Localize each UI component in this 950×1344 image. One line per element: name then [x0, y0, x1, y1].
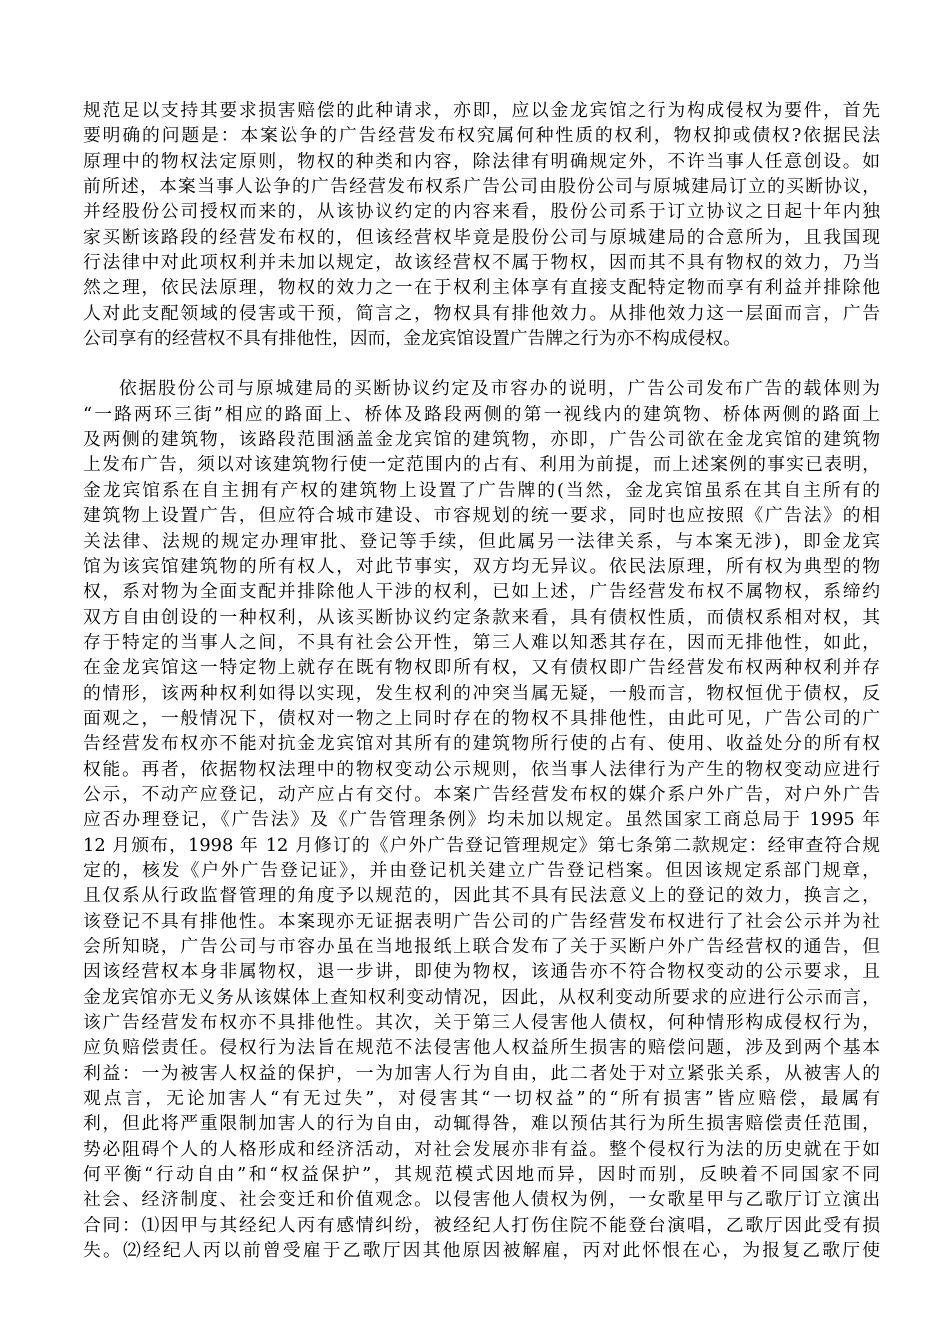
- text-line: 应否办理登记，《广告法》及《广告管理条例》均未加以规定。虽然国家工商总局于 1995 年: [83, 809, 880, 831]
- text-line-last: 公司享有的经营权不具有排他性，因而，金龙宾馆设置广告牌之行为亦不构成侵权。: [83, 328, 741, 350]
- text-line: 家买断该路段的经营发布权的，但该经营权毕竟是股份公司与原城建局的合意所为，且我国现: [83, 226, 880, 248]
- text-line: 存于特定的当事人之间，不具有社会公开性，第三人难以知悉其存在，因而无排他性，如此，: [83, 631, 880, 653]
- paragraph-2: [83, 376, 880, 1263]
- text-line: 利益：一为被害人权益的保护，一为加害人行为自由，此二者处于对立紧张关系，从被害人的: [83, 1062, 880, 1084]
- text-line: 并经股份公司授权而来的，从该协议约定的内容来看，股份公司系于订立协议之日起十年内独: [83, 201, 880, 223]
- text-line: 该登记不具有排他性。本案现亦无证据表明广告公司的广告经营发布权进行了社会公示并为社: [83, 910, 880, 932]
- text-line: 行法律中对此项权利并未加以规定，故该经营权不属于物权，因而其不具有物权的效力，乃当: [83, 252, 880, 274]
- text-line: 然之理，依民法原理，物权的效力之一在于权利主体享有直接支配特定物而享有利益并排除他: [83, 277, 880, 299]
- text-line: 因该经营权本身非属物权，退一步讲，即使为物权，该通告亦不符合物权变动的公示要求，且: [83, 961, 880, 983]
- text-line: 关法律、法规的规定办理审批、登记等手续，但此属另一法律关系，与本案无涉)，即金龙宾: [83, 530, 880, 552]
- text-line: 建筑物上设置广告，但应符合城市建设、市容规划的统一要求，同时也应按照《广告法》的相: [83, 505, 880, 527]
- text-line: 上发布广告，须以对该建筑物行使一定范围内的占有、利用为前提，而上述案例的事实已表明，: [83, 454, 880, 476]
- text-line: 原理中的物权法定原则，物权的种类和内容，除法律有明确规定外，不许当事人任意创设。如: [83, 150, 880, 172]
- text-line: 定的，核发《户外广告登记证》，并由登记机关建立广告登记档案。但因该规定系部门规章，: [83, 859, 880, 881]
- text-line: 人对此支配领域的侵害或干预，简言之，物权具有排他效力。从排他效力这一层面而言，广告: [83, 302, 880, 324]
- paragraph-gap: [83, 351, 880, 376]
- text-line: 在金龙宾馆这一特定物上就存在既有物权即所有权，又有债权即广告经营发布权两种权利并存: [83, 657, 880, 679]
- text-line: 失。⑵经纪人丙以前曾受雇于乙歌厅因其他原因被解雇，丙对此怀恨在心，为报复乙歌厅使: [83, 1240, 880, 1262]
- text-line: 公示，不动产应登记，动产应占有交付。本案广告经营发布权的媒介系户外广告，对户外广告: [83, 783, 880, 805]
- text-line: 规范足以支持其要求损害赔偿的此种请求，亦即，应以金龙宾馆之行为构成侵权为要件，首先: [83, 100, 880, 121]
- text-line: 利，但此将严重限制加害人的行为自由，动辄得咎，难以预估其行为所生损害赔偿责任范围，: [83, 1113, 880, 1135]
- text-line: 面观之，一般情况下，债权对一物之上同时存在的物权不具排他性，由此可见，广告公司的广: [83, 707, 880, 729]
- text-line: 前所述，本案当事人讼争的广告经营发布权系广告公司由股份公司与原城建局订立的买断协议，: [83, 176, 880, 198]
- text-line: 合同：⑴因甲与其经纪人丙有感情纠纷，被经纪人打伤住院不能登台演唱，乙歌厅因此受有损: [83, 1214, 880, 1236]
- text-line: 馆为该宾馆建筑物的所有权人，对此节事实，双方均无异议。依民法原理，所有权为典型的物: [83, 555, 880, 577]
- text-line: 观点言，无论加害人“有无过失”，对侵害其“一切权益”的“所有损害”皆应赔偿，最属有: [83, 1088, 880, 1110]
- text-line: 该广告经营发布权亦不具排他性。其次，关于第三人侵害他人债权，何种情形构成侵权行为，: [83, 1012, 880, 1034]
- text-line: 双方自由创设的一种权利，从该买断协议约定条款来看，具有债权性质，而债权系相对权，其: [83, 606, 880, 628]
- text-line: 及两侧的建筑物，该路段范围涵盖金龙宾馆的建筑物，亦即，广告公司欲在金龙宾馆的建筑物: [83, 429, 880, 451]
- text-line: 权，系对物为全面支配并排除他人干涉的权利，已如上述，广告经营发布权不属物权，系缔约: [83, 581, 880, 603]
- text-line: 且仅系从行政监督管理的角度予以规范的，因此其不具有民法意义上的登记的效力，换言之，: [83, 885, 880, 907]
- text-line: 要明确的问题是：本案讼争的广告经营发布权究属何种性质的权利，物权抑或债权?依据民法: [83, 125, 880, 147]
- text-line: 会所知晓，广告公司与市容办虽在当地报纸上联合发布了关于买断户外广告经营权的通告，但: [83, 936, 880, 957]
- text-line: 金龙宾馆系在自主拥有产权的建筑物上设置了广告牌的(当然，金龙宾馆虽系在其自主所有的: [83, 479, 880, 501]
- text-line: 12 月颁布，1998 年 12 月修订的《户外广告登记管理规定》第七条第二款规定：经审查符合规: [83, 834, 880, 856]
- text-line-first: 依据股份公司与原城建局的买断协议约定及市容办的说明，广告公司发布广告的载体则为: [119, 378, 880, 400]
- text-line: 金龙宾馆亦无义务从该媒体上查知权利变动情况，因此，从权利变动所要求的应进行公示而言，: [83, 986, 880, 1008]
- text-line: 告经营发布权亦不能对抗金龙宾馆对其所有的建筑物所行使的占有、使用、收益处分的所有权: [83, 733, 880, 755]
- paragraph-1: [83, 98, 880, 351]
- text-line: 何平衡“行动自由”和“权益保护”，其规范模式因地而异，因时而别，反映着不同国家不同: [83, 1164, 880, 1186]
- text-line: 权能。再者，依据物权法理中的物权变动公示规则，依当事人法律行为产生的物权变动应进行: [83, 758, 880, 780]
- text-line: 应负赔偿责任。侵权行为法旨在规范不法侵害他人权益所生损害的赔偿问题，涉及到两个基本: [83, 1037, 880, 1059]
- text-line: 势必阻碍个人的人格形成和经济活动，对社会发展亦非有益。整个侵权行为法的历史就在于如: [83, 1138, 880, 1160]
- text-line: 社会、经济制度、社会变迁和价值观念。以侵害他人债权为例，一女歌星甲与乙歌厅订立演出: [83, 1189, 880, 1211]
- text-line: “一路两环三街”相应的路面上、桥体及路段两侧的第一视线内的建筑物、桥体两侧的路面上: [83, 403, 880, 425]
- text-line: 的情形，该两种权利如得以实现，发生权利的冲突当属无疑，一般而言，物权恒优于债权，反: [83, 682, 880, 704]
